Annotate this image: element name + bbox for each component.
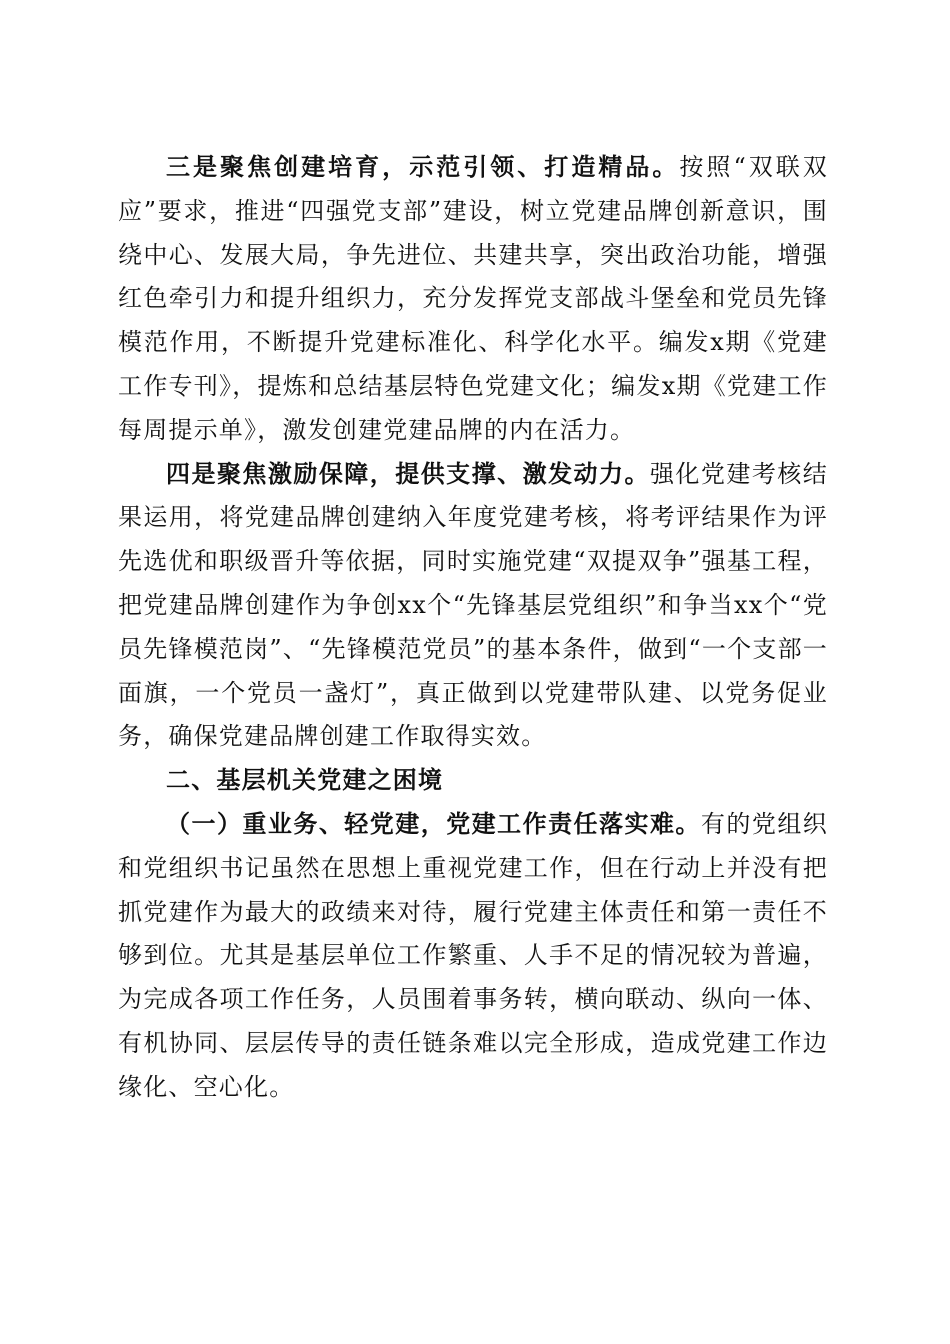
paragraph-focus-incentive — [118, 453, 828, 760]
paragraph-lead: （一）重业务、轻党建，党建工作责任落实难。 — [166, 809, 701, 838]
paragraph-lead: 三是聚焦创建培育，示范引领、打造精品。 — [166, 153, 680, 181]
paragraph-body: 按照“双联双应”要求，推进“四强党支部”建设，树立党建品牌创新意识，围绕中心、发展大局，争先进位、共建共享，突出政治功能，增强红色牵引力和提升组织力，充分发挥党支部战斗堡垒和党员先锋模范作用，不断提升党建标准化、科学化水平。编发x期《党建工作专刊》，提炼和总结基层特色党建文化；编发x期《党建工作每周提示单》，激发创建党建品牌的内在活力。 — [118, 153, 828, 444]
section-heading: 二、基层机关党建之困境 — [166, 766, 444, 795]
paragraph-focus-cultivation — [118, 146, 828, 453]
paragraph-responsibility — [118, 803, 828, 1110]
document-body — [118, 146, 828, 1110]
paragraph-body: 强化党建考核结果运用，将党建品牌创建纳入年度党建考核，将考评结果作为评先选优和职级晋升等依据，同时实施党建“双提双争”强基工程，把党建品牌创建作为争创xx个“先锋基层党组织”和争当xx个“党员先锋模范岗”、“先锋模范党员”的基本条件，做到“一个支部一面旗，一个党员一盏灯”，真正做到以党建带队建、以党务促业务，确保党建品牌创建工作取得实效。 — [118, 459, 828, 751]
paragraph-lead: 四是聚焦激励保障，提供支撑、激发动力。 — [166, 459, 650, 488]
paragraph-body: 有的党组织和党组织书记虽然在思想上重视党建工作，但在行动上并没有把抓党建作为最大的政绩来对待，履行党建主体责任和第一责任不够到位。尤其是基层单位工作繁重、人手不足的情况较为普遍，为完成各项工作任务，人员围着事务转，横向联动、纵向一体、有机协同、层层传导的责任链条难以完全形成，造成党建工作边缘化、空心化。 — [118, 809, 829, 1101]
